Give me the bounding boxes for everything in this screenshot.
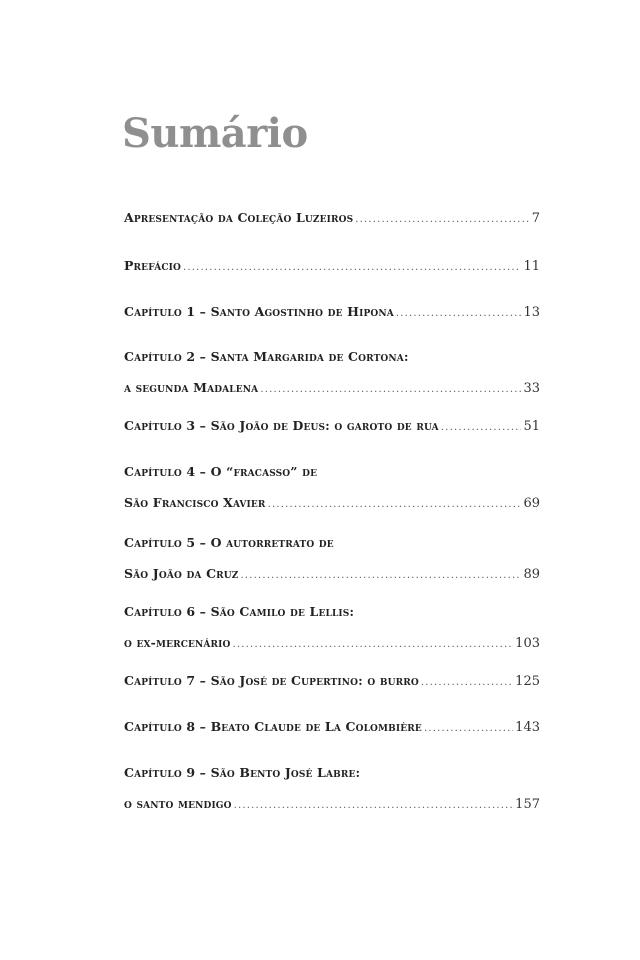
toc-line bbox=[124, 378, 540, 398]
toc-page-number: 51 bbox=[523, 419, 540, 434]
dot-leader bbox=[396, 304, 522, 324]
dot-leader bbox=[355, 210, 529, 230]
toc-entry-title: Capítulo 6 – São Camilo de Lellis: bbox=[124, 604, 355, 619]
toc-entry-chapter-1[interactable] bbox=[124, 302, 540, 322]
toc-line bbox=[124, 602, 540, 622]
toc-entry-title: Capítulo 3 – São João de Deus: o garoto de rua bbox=[124, 418, 439, 433]
toc-page-number: 157 bbox=[515, 797, 540, 812]
toc-entry-subtitle: o ex-mercenário bbox=[124, 635, 231, 650]
toc-entry-preface[interactable] bbox=[124, 256, 540, 276]
toc-page-number: 13 bbox=[523, 305, 540, 320]
dot-leader bbox=[233, 635, 514, 655]
toc-line bbox=[124, 462, 540, 482]
toc-page-number: 11 bbox=[523, 259, 540, 274]
toc-entry-chapter-5[interactable] bbox=[124, 533, 540, 584]
toc-line bbox=[124, 794, 540, 814]
dot-leader bbox=[268, 495, 522, 515]
toc-line bbox=[124, 347, 540, 367]
toc-page-number: 33 bbox=[523, 381, 540, 396]
toc-page-number: 7 bbox=[531, 211, 540, 226]
toc-entry-presentation[interactable] bbox=[124, 208, 540, 228]
toc-entry-title: Capítulo 2 – Santa Margarida de Cortona: bbox=[124, 349, 409, 364]
toc-line bbox=[124, 633, 540, 653]
dot-leader bbox=[183, 258, 521, 278]
dot-leader bbox=[234, 796, 514, 816]
dot-leader bbox=[241, 566, 522, 586]
dot-leader bbox=[424, 719, 513, 739]
toc-page-number: 103 bbox=[515, 636, 540, 651]
toc-entry-chapter-8[interactable] bbox=[124, 717, 540, 737]
toc-page-number: 69 bbox=[523, 496, 540, 511]
toc-entry-title: Capítulo 7 – São José de Cupertino: o burro bbox=[124, 673, 419, 688]
dot-leader bbox=[421, 673, 513, 693]
toc-entry-chapter-6[interactable] bbox=[124, 602, 540, 653]
toc-entry-title: Prefácio bbox=[124, 258, 181, 273]
toc-line bbox=[124, 763, 540, 783]
toc-entry-chapter-9[interactable] bbox=[124, 763, 540, 814]
dot-leader bbox=[441, 418, 522, 438]
toc-entry-title: Capítulo 8 – Beato Claude de La Colombière bbox=[124, 719, 422, 734]
toc-line bbox=[124, 493, 540, 513]
toc-entry-title: Capítulo 5 – O autorretrato de bbox=[124, 535, 334, 550]
toc-entry-subtitle: o santo mendigo bbox=[124, 796, 232, 811]
toc-entry-subtitle: São Francisco Xavier bbox=[124, 495, 266, 510]
toc-entry-subtitle: São João da Cruz bbox=[124, 566, 239, 581]
toc-line bbox=[124, 302, 540, 322]
dot-leader bbox=[260, 380, 521, 400]
toc-line bbox=[124, 564, 540, 584]
toc-line bbox=[124, 208, 540, 228]
toc-entry-title: Capítulo 1 – Santo Agostinho de Hipona bbox=[124, 304, 394, 319]
toc-entry-title: Capítulo 4 – O “fracasso” de bbox=[124, 464, 318, 479]
toc-line bbox=[124, 416, 540, 436]
toc-entry-chapter-7[interactable] bbox=[124, 671, 540, 691]
toc-entry-title: Apresentação da Coleção Luzeiros bbox=[124, 210, 354, 225]
toc-page-number: 125 bbox=[515, 674, 540, 689]
toc-entry-chapter-2[interactable] bbox=[124, 347, 540, 398]
toc-line bbox=[124, 717, 540, 737]
toc-entry-chapter-4[interactable] bbox=[124, 462, 540, 513]
toc-line bbox=[124, 533, 540, 553]
toc-entry-chapter-3[interactable] bbox=[124, 416, 540, 436]
toc-line bbox=[124, 256, 540, 276]
toc-page-number: 143 bbox=[515, 720, 540, 735]
toc-line bbox=[124, 671, 540, 691]
toc-entry-subtitle: a segunda Madalena bbox=[124, 380, 259, 395]
toc-page-number: 89 bbox=[523, 567, 540, 582]
page-title: Sumário bbox=[122, 110, 308, 157]
toc-entry-title: Capítulo 9 – São Bento José Labre: bbox=[124, 765, 361, 780]
